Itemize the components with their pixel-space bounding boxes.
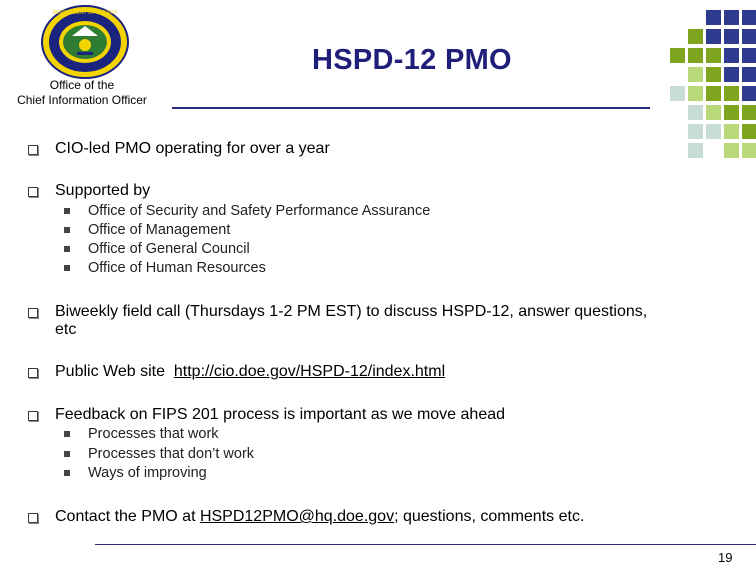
web-site-link[interactable]: http://cio.doe.gov/HSPD-12/index.html — [173, 363, 446, 380]
office-line-2: Chief Information Officer — [17, 93, 147, 107]
square-bullet-icon — [64, 451, 70, 457]
bullet-text: Contact the PMO at — [55, 508, 200, 525]
sub-bullet-text: Processes that don’t work — [88, 446, 255, 462]
bullet-text: Supported by — [55, 182, 151, 199]
office-line-1: Office of the — [49, 78, 115, 92]
square-bullet-icon — [64, 431, 70, 437]
checkbox-bullet-icon — [28, 308, 38, 318]
page-number: 19 — [718, 550, 733, 565]
square-bullet-icon — [64, 227, 70, 233]
sub-bullet-text: Processes that work — [88, 426, 219, 442]
svg-text:DEPARTMENT OF ENERGY: DEPARTMENT OF ENERGY — [52, 10, 118, 16]
square-bullet-icon — [64, 208, 70, 214]
sub-bullet-text: Office of Human Resources — [88, 260, 266, 276]
square-bullet-icon — [64, 470, 70, 476]
email-link[interactable]: HSPD12PMO@hq.doe.gov — [199, 508, 395, 525]
checkbox-bullet-icon — [28, 187, 38, 197]
checkbox-bullet-icon — [28, 145, 38, 155]
bullet-text: CIO-led PMO operating for over a year — [55, 140, 330, 157]
footer-divider — [95, 544, 756, 545]
page-title: HSPD-12 PMO — [312, 44, 512, 76]
bullet-text: Biweekly field call (Thursdays 1-2 PM EST) to discuss HSPD-12, answer questions, etc — [55, 303, 648, 338]
square-bullet-icon — [64, 246, 70, 252]
sub-bullet-text: Office of Management — [88, 222, 231, 238]
bullet-text: Public Web site — [55, 363, 174, 380]
bullet-text: Feedback on FIPS 201 process is important as we move ahead — [55, 406, 506, 423]
checkbox-bullet-icon — [28, 411, 38, 421]
sub-bullet-text: Ways of improving — [88, 465, 207, 481]
sub-bullet-text: Office of Security and Safety Performance Assurance — [88, 203, 431, 219]
checkbox-bullet-icon — [28, 513, 38, 523]
sub-bullet-text: Office of General Council — [88, 241, 250, 257]
checkbox-bullet-icon — [28, 368, 38, 378]
square-bullet-icon — [64, 265, 70, 271]
bullet-text-tail: ; questions, comments etc. — [394, 508, 585, 525]
